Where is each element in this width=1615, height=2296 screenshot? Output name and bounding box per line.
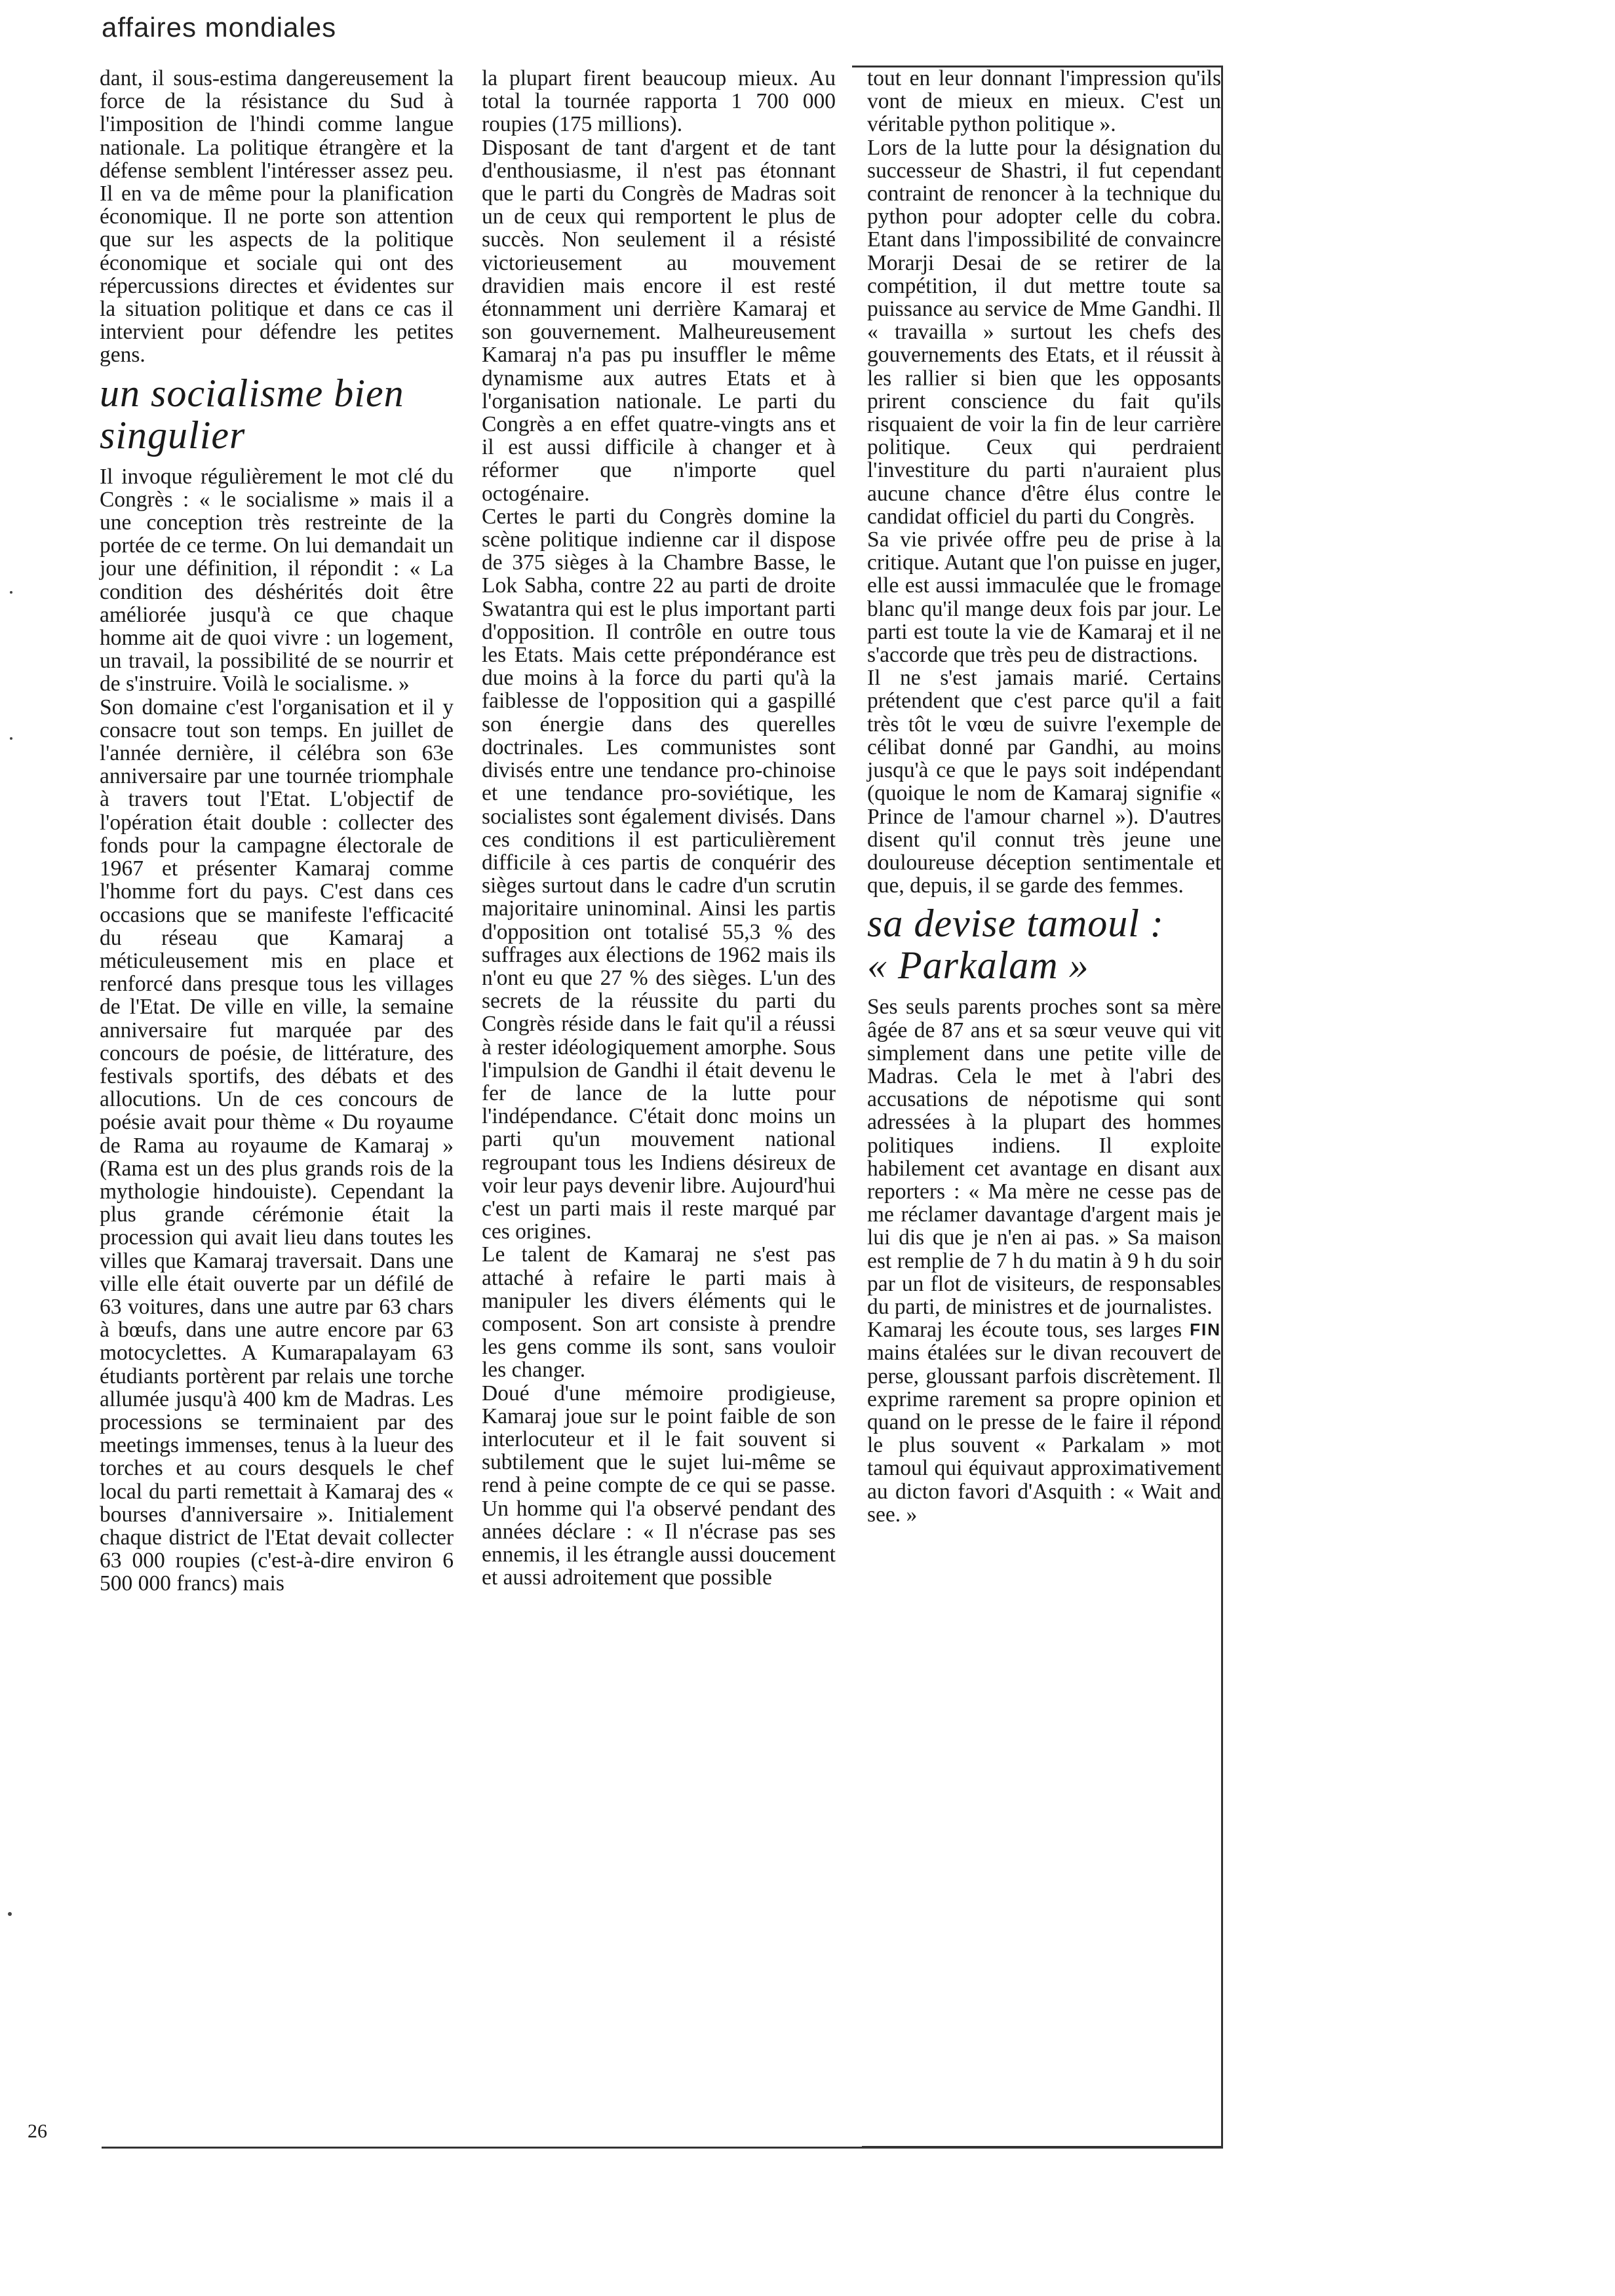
margin-dot xyxy=(10,591,12,594)
margin-dot xyxy=(10,737,12,740)
col2-paragraph-2: Disposant de tant d'argent et de tant d'enthousiasme, il n'est pas étonnant que le parti du Congrès de Madras soit un de ceux qui remportent le plus de succès. Non seulement il a résisté victorieusement au mouvement dravidien mais encore il est resté étonnamment uni derrière Kamaraj et son gouvernement. Malheureusement Kamaraj n'a pas pu insuffler le même dynamisme aux autres Etats et à l'organisation nationale. Le parti du Congrès a en effet quatre-vingts ans et il est aussi difficile à changer et à réformer que n'importe quel octogénaire. xyxy=(482,135,836,506)
col1-paragraph-3: Son domaine c'est l'organisation et il y consacre tout son temps. En juillet de l'année dernière, il célébra son 63e anniversaire par une tournée triomphale à travers tout l'Etat. L'objectif de l'opération était double : collecter des fonds pour la campagne électorale de 1967 et présenter Kamaraj comme l'homme fort du pays. C'est dans ces occasions que se manifeste l'efficacité du réseau que Kamaraj a méticuleusement mis en place et renforcé dans presque tous les villages de l'Etat. De ville en ville, la semaine anniversaire fut marquée par des concours de poésie, de littérature, des festivals sportifs, des débats et des allocutions. Un de ces concours de poésie avait pour thème « Du royaume de Rama au royaume de Kamaraj » (Rama est un des plus grands rois de la mythologie hindouiste). Cependant la plus grande cérémonie était la procession qui avait lieu dans toutes les villes que Kamaraj traversait. Dans une ville elle était ouverte par un défilé de 63 voitures, dans une autre par 63 chars à bœufs, dans une autre encore par 63 motocyclettes. A Kumarapalayam 63 étudiants portèrent par relais une torche allumée jusqu'à 400 km de Madras. Les processions se terminaient par des meetings immenses, tenus à la lueur des torches et au cours desquels le chef local du parti remettait à Kamaraj des « bourses d'anniversaire ». Initialement chaque district de l'Etat devait collecter 63 000 roupies (c'est-à-dire environ 6 500 000 francs) mais xyxy=(100,695,454,1596)
column-2 xyxy=(482,67,836,1589)
col3-paragraph-1: tout en leur donnant l'impression qu'ils vont de mieux en mieux. C'est un véritable python politique ». xyxy=(867,66,1221,137)
subheading-devise xyxy=(867,902,1221,986)
column-1 xyxy=(100,67,454,1596)
col2-paragraph-1: la plupart firent beaucoup mieux. Au total la tournée rapporta 1 700 000 roupies (175 millions). xyxy=(482,66,836,137)
col3-paragraph-4: Il ne s'est jamais marié. Certains prétendent que c'est parce qu'il a fait très tôt le vœu de suivre l'exemple de célibat donné par Gandhi, au moins jusqu'à ce que le pays soit indépendant (quoique le nom de Kamaraj signifie « Prince de l'amour charnel »). D'autres disent qu'il connut très jeune une douloureuse déception sentimentale et que, depuis, il se garde des femmes. xyxy=(867,666,1221,898)
bottom-rule xyxy=(102,2147,1223,2149)
col2-paragraph-4: Le talent de Kamaraj ne s'est pas attaché à refaire le parti mais à manipuler les divers éléments qui le composent. Son art consiste à prendre les gens comme ils sont, sans vouloir les changer. xyxy=(482,1242,836,1383)
col3-paragraph-5: Ses seuls parents proches sont sa mère âgée de 87 ans et sa sœur veuve qui vit simplement dans une petite ville de Madras. Cela le met à l'abri des accusations de népotisme qui sont adressées à la plupart des hommes politiques indiens. Il exploite habilement cet avantage en disant aux reporters : « Ma mère ne cesse pas de me réclamer davantage d'argent mais je lui dis que je n'en ai pas. » Sa maison est remplie de 7 h du matin à 9 h du soir par un flot de visiteurs, de responsables du parti, de ministres et de journalistes. xyxy=(867,995,1221,1319)
col3-paragraph-2: Lors de la lutte pour la désignation du successeur de Shastri, il fut cependant contraint de renoncer à la technique du python pour adopter celle du cobra. Etant dans l'impossibilité de convaincre Morarji Desai de se retirer de la compétition, il dut mettre toute sa puissance au service de Mme Gandhi. Il « travailla » surtout les chefs des gouvernements des Etats, et il réussit à les rallier si bien que les opposants prirent conscience du fait qu'ils risquaient de voir la fin de leur carrière politique. Ceux qui perdraient l'investiture du parti n'auraient plus aucune chance d'être élus contre le candidat officiel du parti du Congrès. xyxy=(867,135,1221,529)
col3-paragraph-3: Sa vie privée offre peu de prise à la critique. Autant que l'on puisse en juger, elle est aussi immaculée que le fromage blanc qu'il mange deux fois par jour. Le parti est toute la vie de Kamaraj et il ne s'accorde que très peu de distractions. xyxy=(867,527,1221,668)
end-mark: FIN xyxy=(1190,1320,1221,1340)
col1-paragraph-2: Il invoque régulièrement le mot clé du Congrès : « le socialisme » mais il a une conception très restreinte de la portée de ce terme. On lui demandait un jour une définition, il répondit : « La condition des déshérités doit être améliorée jusqu'à ce que chaque homme ait de quoi vivre : un logement, un travail, la possibilité de se nourrir et de s'instruire. Voilà le socialisme. » xyxy=(100,464,454,697)
col3-paragraph-6-text: Kamaraj les écoute tous, ses larges mains étalées sur le divan recouvert de perse, gloussant parfois discrètement. Il exprime rarement sa propre opinion et quand on le presse de le faire il répond le plus souvent « Parkalam » mot tamoul qui équivaut approximativement au dicton favori d'Asquith : « Wait and see. » xyxy=(867,1318,1221,1527)
margin-dot xyxy=(8,1912,12,1916)
column-3 xyxy=(867,67,1221,1526)
section-header: affaires mondiales xyxy=(102,12,337,43)
col2-paragraph-3: Certes le parti du Congrès domine la scène politique indienne car il dispose de 375 sièges à la Chambre Basse, le Lok Sabha, contre 22 au parti de droite Swatantra qui est le plus important parti d'opposition. Il contrôle en outre tous les Etats. Mais cette prépondérance est due moins à la force du parti qu'à la faiblesse de l'opposition qui a gaspillé son énergie dans des querelles doctrinales. Les communistes sont divisés entre une tendance pro-chinoise et une tendance pro-soviétique, les socialistes sont également divisés. Dans ces conditions il est particulièrement difficile à ces partis de conquérir des sièges surtout dans le cadre d'un scrutin majoritaire uninominal. Ainsi les partis d'opposition ont totalisé 55,3 % des suffrages aux élections de 1962 mais ils n'ont eu que 27 % des sièges. L'un des secrets de la réussite du parti du Congrès réside dans le fait qu'il a réussi à rester idéologiquement amorphe. Sous l'impulsion de Gandhi il était devenu le fer de lance de la lutte pour l'indépendance. C'était donc moins un parti qu'un mouvement national regroupant tous les Indiens désireux de voir leur pays devenir libre. Aujourd'hui c'est un parti mais il reste marqué par ces origines. xyxy=(482,504,836,1244)
col3-paragraph-6 xyxy=(867,1318,1221,1526)
col1-paragraph-1: dant, il sous-estima dangereusement la force de la résistance du Sud à l'imposition de l'hindi comme langue nationale. La politique étrangère et la défense semblent l'intéresser assez peu. Il en va de même pour la planification économique. Il ne porte son attention que sur les aspects de la politique économique et sociale qui ont des répercussions directes et évidentes sur la situation politique et dans ce cas il intervient pour défendre les petites gens. xyxy=(100,66,454,368)
subheading-socialisme: un socialisme bien singulier xyxy=(100,371,404,457)
page-number: 26 xyxy=(28,2120,47,2142)
subheading-devise-line-2: « Parkalam » xyxy=(867,944,1089,987)
col2-paragraph-5: Doué d'une mémoire prodigieuse, Kamaraj joue sur le point faible de son interlocuteur et il le fait souvent si subtilement que le sujet lui-même se rend à peine compte de ce qui se passe. Un homme qui l'a observé pendant des années déclare : « Il n'écrase pas ses ennemis, il les étrangle aussi doucement et aussi adroitement que possible xyxy=(482,1381,836,1590)
subheading-devise-line-1: sa devise tamoul : xyxy=(867,902,1164,946)
